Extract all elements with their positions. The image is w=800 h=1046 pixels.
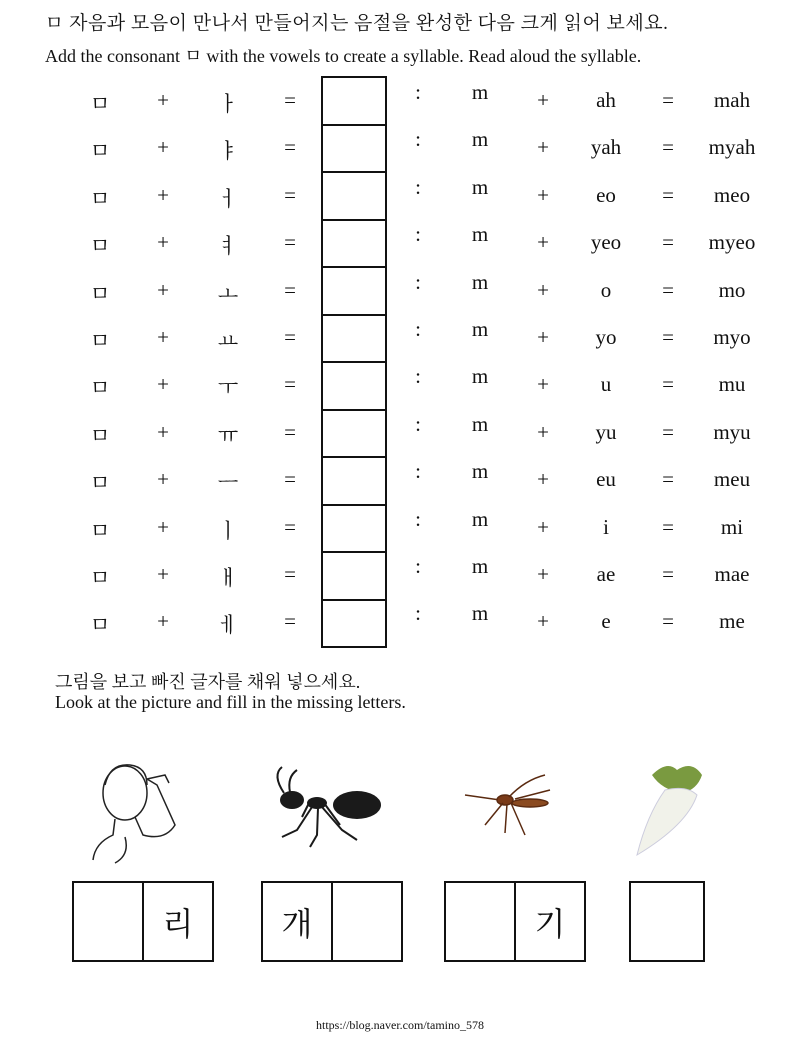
cell-m: m [471,80,489,104]
answer-cell[interactable] [631,883,703,960]
given-letter: 기 [514,883,584,960]
cell-plus2: + [537,277,549,302]
syllable-answer-box[interactable] [321,504,387,552]
cell-eq: = [284,467,296,492]
cell-eq2: = [662,562,674,586]
cell-result: mae [714,562,750,586]
table-row [0,362,800,409]
cell-roman: o [600,277,612,302]
cell-result: me [719,609,745,634]
cell-eq2: = [662,609,674,634]
cell-colon: : [415,554,421,578]
cell-colon: : [415,317,421,341]
cell-plus2: + [537,467,549,492]
cell-eq: = [284,88,296,112]
cell-consonant: ㅁ [89,281,111,306]
table-row [0,315,800,362]
cell-roman: ae [596,562,616,586]
cell-roman: yo [595,325,617,349]
answer-box-1[interactable] [72,881,214,962]
cell-vowel: ㅠ [217,423,239,448]
cell-roman: eu [596,467,616,492]
cell-consonant: ㅁ [89,423,111,448]
cell-consonant: ㅁ [89,186,111,211]
given-letter: 리 [142,883,212,960]
cell-roman: eo [596,182,616,207]
cell-vowel: ㅕ [217,234,239,259]
cell-vowel: ㅜ [217,376,239,401]
cell-eq2: = [662,182,674,207]
mosquito-icon [445,755,575,865]
cell-eq2: = [662,277,674,302]
cell-result: meo [713,182,751,207]
cell-vowel: ㅣ [217,518,239,543]
syllable-answer-box[interactable] [321,551,387,599]
cell-eq2: = [662,88,674,112]
cell-eq: = [284,182,296,207]
cell-vowel: ㅑ [217,139,239,164]
cell-result: mi [720,514,744,539]
cell-plus: + [157,277,169,302]
cell-colon: : [415,411,421,436]
table-row [0,505,800,552]
cell-plus2: + [537,562,549,586]
cell-eq: = [284,514,296,539]
cell-eq2: = [662,230,674,255]
cell-vowel: ㅗ [217,281,239,306]
table-row [0,410,800,457]
syllable-answer-box[interactable] [321,456,387,504]
answer-cell[interactable] [74,883,142,960]
cell-eq2: = [662,135,674,160]
given-letter: 개 [281,905,313,942]
cell-plus: + [157,609,169,634]
radish-icon [617,755,747,865]
table-row [0,457,800,504]
cell-plus2: + [537,609,549,634]
cell-plus: + [157,135,169,160]
cell-consonant: ㅁ [89,471,111,496]
cell-colon: : [415,364,421,389]
cell-roman: yu [595,419,617,444]
cell-plus2: + [537,325,549,349]
cell-vowel: ㅡ [217,471,239,496]
cell-plus: + [157,419,169,444]
cell-m: m [471,317,489,341]
cell-plus: + [157,230,169,255]
cell-plus: + [157,325,169,349]
table-row [0,552,800,599]
syllable-answer-box[interactable] [321,409,387,457]
syllable-answer-box[interactable] [321,361,387,409]
answer-cell[interactable] [446,883,514,960]
cell-eq: = [284,562,296,586]
cell-eq: = [284,419,296,444]
cell-m: m [471,554,489,578]
cell-m: m [471,411,489,436]
cell-colon: : [415,601,421,626]
cell-result: mo [718,277,746,302]
syllable-answer-box[interactable] [321,124,387,172]
footer-url: https://blog.naver.com/tamino_578 [316,1018,484,1032]
cell-consonant: ㅁ [89,376,111,401]
answer-box-column [321,76,385,648]
cell-eq2: = [662,514,674,539]
cell-roman: ah [596,88,616,112]
table-row [0,599,800,646]
cell-vowel: ㅔ [217,613,239,638]
answer-box-2[interactable] [261,881,403,962]
cell-eq2: = [662,467,674,492]
syllable-answer-box[interactable] [321,76,387,124]
cell-plus2: + [537,88,549,112]
cell-roman: i [603,514,609,539]
table-row [0,125,800,172]
table-row [0,220,800,267]
man-forehead-icon [85,755,215,865]
cell-consonant: ㅁ [89,92,111,116]
cell-eq2: = [662,325,674,349]
cell-vowel: ㅏ [217,92,239,116]
table-row [0,268,800,315]
cell-result: myo [713,325,751,349]
table-row [0,173,800,220]
cell-consonant: ㅁ [89,613,111,638]
cell-m: m [471,364,489,389]
cell-result: myeo [708,230,756,255]
cell-colon: : [415,222,421,247]
cell-plus2: + [537,372,549,397]
cell-eq: = [284,277,296,302]
cell-m: m [471,506,489,531]
cell-roman: yah [590,135,622,160]
cell-colon: : [415,269,421,294]
cell-m: m [471,174,489,199]
cell-eq: = [284,325,296,349]
cell-colon: : [415,80,421,104]
cell-plus2: + [537,135,549,160]
cell-consonant: ㅁ [89,518,111,543]
cell-result: mah [713,88,751,112]
cell-vowel: ㅓ [217,186,239,211]
cell-m: m [471,269,489,294]
cell-consonant: ㅁ [89,566,111,590]
cell-roman: yeo [590,230,622,255]
cell-roman: u [600,372,612,397]
cell-m: m [471,222,489,247]
cell-m: m [471,601,489,626]
table-row [0,78,800,125]
cell-eq: = [284,372,296,397]
cell-plus2: + [537,230,549,255]
answer-cell[interactable] [331,883,401,960]
cell-plus: + [157,88,169,112]
syllable-answer-box[interactable] [321,219,387,267]
cell-consonant: ㅁ [89,234,111,259]
cell-eq: = [284,609,296,634]
cell-vowel: ㅐ [217,566,239,590]
cell-colon: : [415,174,421,199]
cell-consonant: ㅁ [89,329,111,353]
cell-eq2: = [662,372,674,397]
cell-roman: e [601,609,611,634]
cell-m: m [471,127,489,152]
section2-instruction-english: Look at the picture and fill in the missing letters. [55,692,406,712]
cell-plus: + [157,467,169,492]
cell-plus: + [157,182,169,207]
cell-plus2: + [537,419,549,444]
cell-plus: + [157,562,169,586]
syllable-answer-box[interactable] [321,314,387,362]
answer-box-3[interactable] [444,881,586,962]
cell-result: mu [718,372,746,397]
cell-colon: : [415,127,421,152]
syllable-answer-box[interactable] [321,599,387,649]
cell-plus2: + [537,182,549,207]
cell-consonant: ㅁ [89,139,111,164]
ant-icon [262,755,392,865]
answer-box-4[interactable] [629,881,705,962]
cell-colon: : [415,459,421,484]
cell-vowel: ㅛ [217,329,239,353]
instruction-korean: ㅁ 자음과 모음이 만나서 만들어지는 음절을 완성한 다음 크게 읽어 보세요. [45,13,669,34]
cell-plus: + [157,372,169,397]
cell-plus2: + [537,514,549,539]
cell-colon: : [415,506,421,531]
instruction-english: Add the consonant ㅁ with the vowels to create a syllable. Read aloud the syllable. [45,46,642,66]
cell-eq: = [284,230,296,255]
cell-eq: = [284,135,296,160]
cell-result: meu [713,467,751,492]
cell-plus: + [157,514,169,539]
cell-eq2: = [662,419,674,444]
cell-result: myu [713,419,751,444]
syllable-answer-box[interactable] [321,171,387,219]
section2-instruction-korean: 그림을 보고 빠진 글자를 채워 넣으세요. [55,672,361,692]
cell-result: myah [708,135,756,160]
cell-m: m [471,459,489,484]
syllable-answer-box[interactable] [321,266,387,314]
